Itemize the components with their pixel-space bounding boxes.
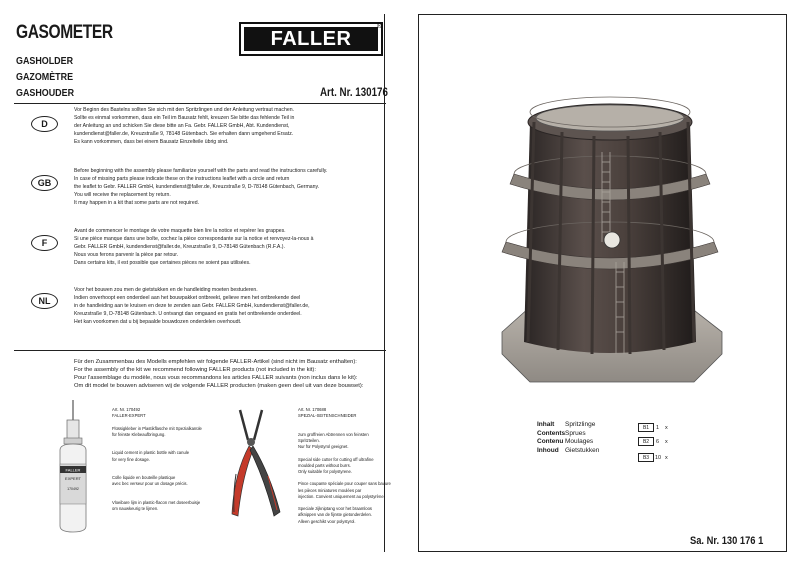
bottle-label-number: 170492 — [67, 487, 79, 491]
page-title: GASOMETER — [16, 22, 113, 43]
divider — [14, 103, 386, 104]
sa-number: Sa. Nr. 130 176 1 — [690, 535, 764, 547]
sprue-id-b1: B1 — [638, 423, 654, 432]
contents-table: Inhalt Spritzlinge Contents Sprues Contenu Moulages Inhoud Gietstukken — [537, 421, 600, 454]
text-block-d: Vor Beginn des Bastelns sollten Sie sich mit den Spritzlingen und der Anleitung vertraut machen. Sollte es einmal vorkommen, dass ein Teil im Bausatz fehlt, kreuzen Sie bitte das fehlende Teil in der Anleitung an und schicken Sie diese bitte an Fa. Gebr. FALLER GmbH, Abt. Kundendienst, kundendienst@faller.de, Kreuzstraße 9, 78148 Gütenbach. Sie erhalten dann umgehend Ersatz. Es kann vorkommen, dass bei einem Bausatz Einzelteile übrig sind. — [74, 107, 295, 145]
divider — [14, 350, 386, 351]
sprue-mark-b1: x — [665, 425, 668, 431]
bottle-label-name: EXPERT — [65, 476, 81, 481]
lang-badge-gb: GB — [31, 175, 58, 191]
gasometer-model-image — [490, 92, 730, 392]
subtitle-nl: GASHOUDER — [16, 87, 75, 99]
recommendation-text: Für den Zusammenbau des Modells empfehlen wir folgende FALLER-Artikel (sind nicht im Bausatz enthalten): For the assembly of the kit we recommend following FALLER products (not included in the kit): Pour l'assemblage du modèle, nous vous recommandons les articles FALLER suivants (non inclus dans le kit): Om dit model te bouwen adviseren wij de volgende FALLER producten (maken geen deel uit van deze bouwset): — [74, 359, 364, 389]
lang-badge-nl: NL — [31, 293, 58, 309]
glue-bottle-image — [52, 398, 94, 538]
bottle-label-brand: FALLER — [65, 467, 81, 473]
sprue-mark-b2: x — [665, 439, 668, 445]
sprue-id-b3: B3 — [638, 453, 654, 462]
article-number: Art. Nr. 130176 — [320, 87, 388, 99]
product-text-cutter: Art. Nr. 170688 SPEZIAL-SEITENSCHNEIDER zum groffreien Abtrennen von feinsten Spritzteilen. Nur für Polystyrol geeignet. Special side cutter for cutting off ultrafine moulded parts without burrs. Only suitable for polystyrene. Pince coupante spéciale pour couper sans bavure les pièces miniatures moulées par injection. Convient uniquement au polystyrène. Speciale zijkniptang voor het braamloos afknippen van de fijnste gietonderdelen. Alleen geschikt voor polystyrol. — [298, 407, 391, 524]
sprue-count-b3: 10 — [655, 455, 662, 461]
logo-text: FALLER — [270, 27, 352, 50]
sprue-mark-b3: x — [665, 455, 668, 461]
lang-badge-d: D — [31, 116, 58, 132]
text-block-gb: Before beginning with the assembly please familiarize yourself with the parts and read the instructions carefully. In case of missing parts please indicate these on the instructions leaflet with a circle and return the leaflet to Gebr. FALLER GmbH, kundendienst@faller.de, Kreuzstraße 9, D-78148 Gütenbach, Germany. You will receive the replacement by return. It may happen in a kit that some parts are not required. — [74, 168, 328, 206]
registered-mark: ® — [376, 23, 382, 30]
text-block-f: Avant de commencer le montage de votre maquette bien lire la notice et repérer les grappes. Si une pièce manque dans une boîte, cochez la pièce correspondante sur la notice et renvoyez-la-nous à Gebr. FALLER GmbH, kundendienst@faller.de, Kreuzstraße 9, D-78148 Gütenbach (R.F.A.). Nous vous ferons parvenir la pièce par retour. Dans certains kits, il est possible que certaines pièces ne soient pas utilisées. — [74, 228, 314, 266]
text-block-nl: Voor het bouwen zou men de gietstukken en de handleiding moeten bestuderen. Indien onverhoopt een onderdeel aan het bouwpakket ontbreekt, gelieve men het ontbrekende deel in de handleiding aan te kruisen en deze te zenden aan Gebr. FALLER GmbH, kundendienst@faller.de, Kreuzstraße 9, D-78148 Gütenbach. U ontvangt dan omgaand en gratis het ontbrekende onderdeel. Het kan voorkomen dat u bij bepaalde bouwdozen onderdelen overhoudt. — [74, 287, 310, 325]
faller-logo — [239, 22, 383, 56]
sprue-count-b1: 1 — [656, 425, 660, 431]
lang-badge-f: F — [31, 235, 58, 251]
subtitle-fr: GAZOMÈTRE — [16, 71, 74, 83]
product-text-glue: Art. Nr. 170492 FALLER-EXPERT Flüssigkleber in Plastikflasche mit Spezialkanüle für feinste Klebeaufbringung. Liquid cement in plastic bottle with canule for very fine dosage. Colle liquide en bouteille plastique avec bec verseur pour un dosage précis. Vloeibare lijm in plastic-flacon met doseerbuisje om nauwkeurig te lijmen. — [112, 407, 202, 512]
subtitle-en: GASHOLDER — [16, 55, 74, 67]
sprue-id-b2: B2 — [638, 437, 654, 446]
sprue-count-b2: 6 — [656, 439, 660, 445]
side-cutter-image — [222, 404, 292, 524]
